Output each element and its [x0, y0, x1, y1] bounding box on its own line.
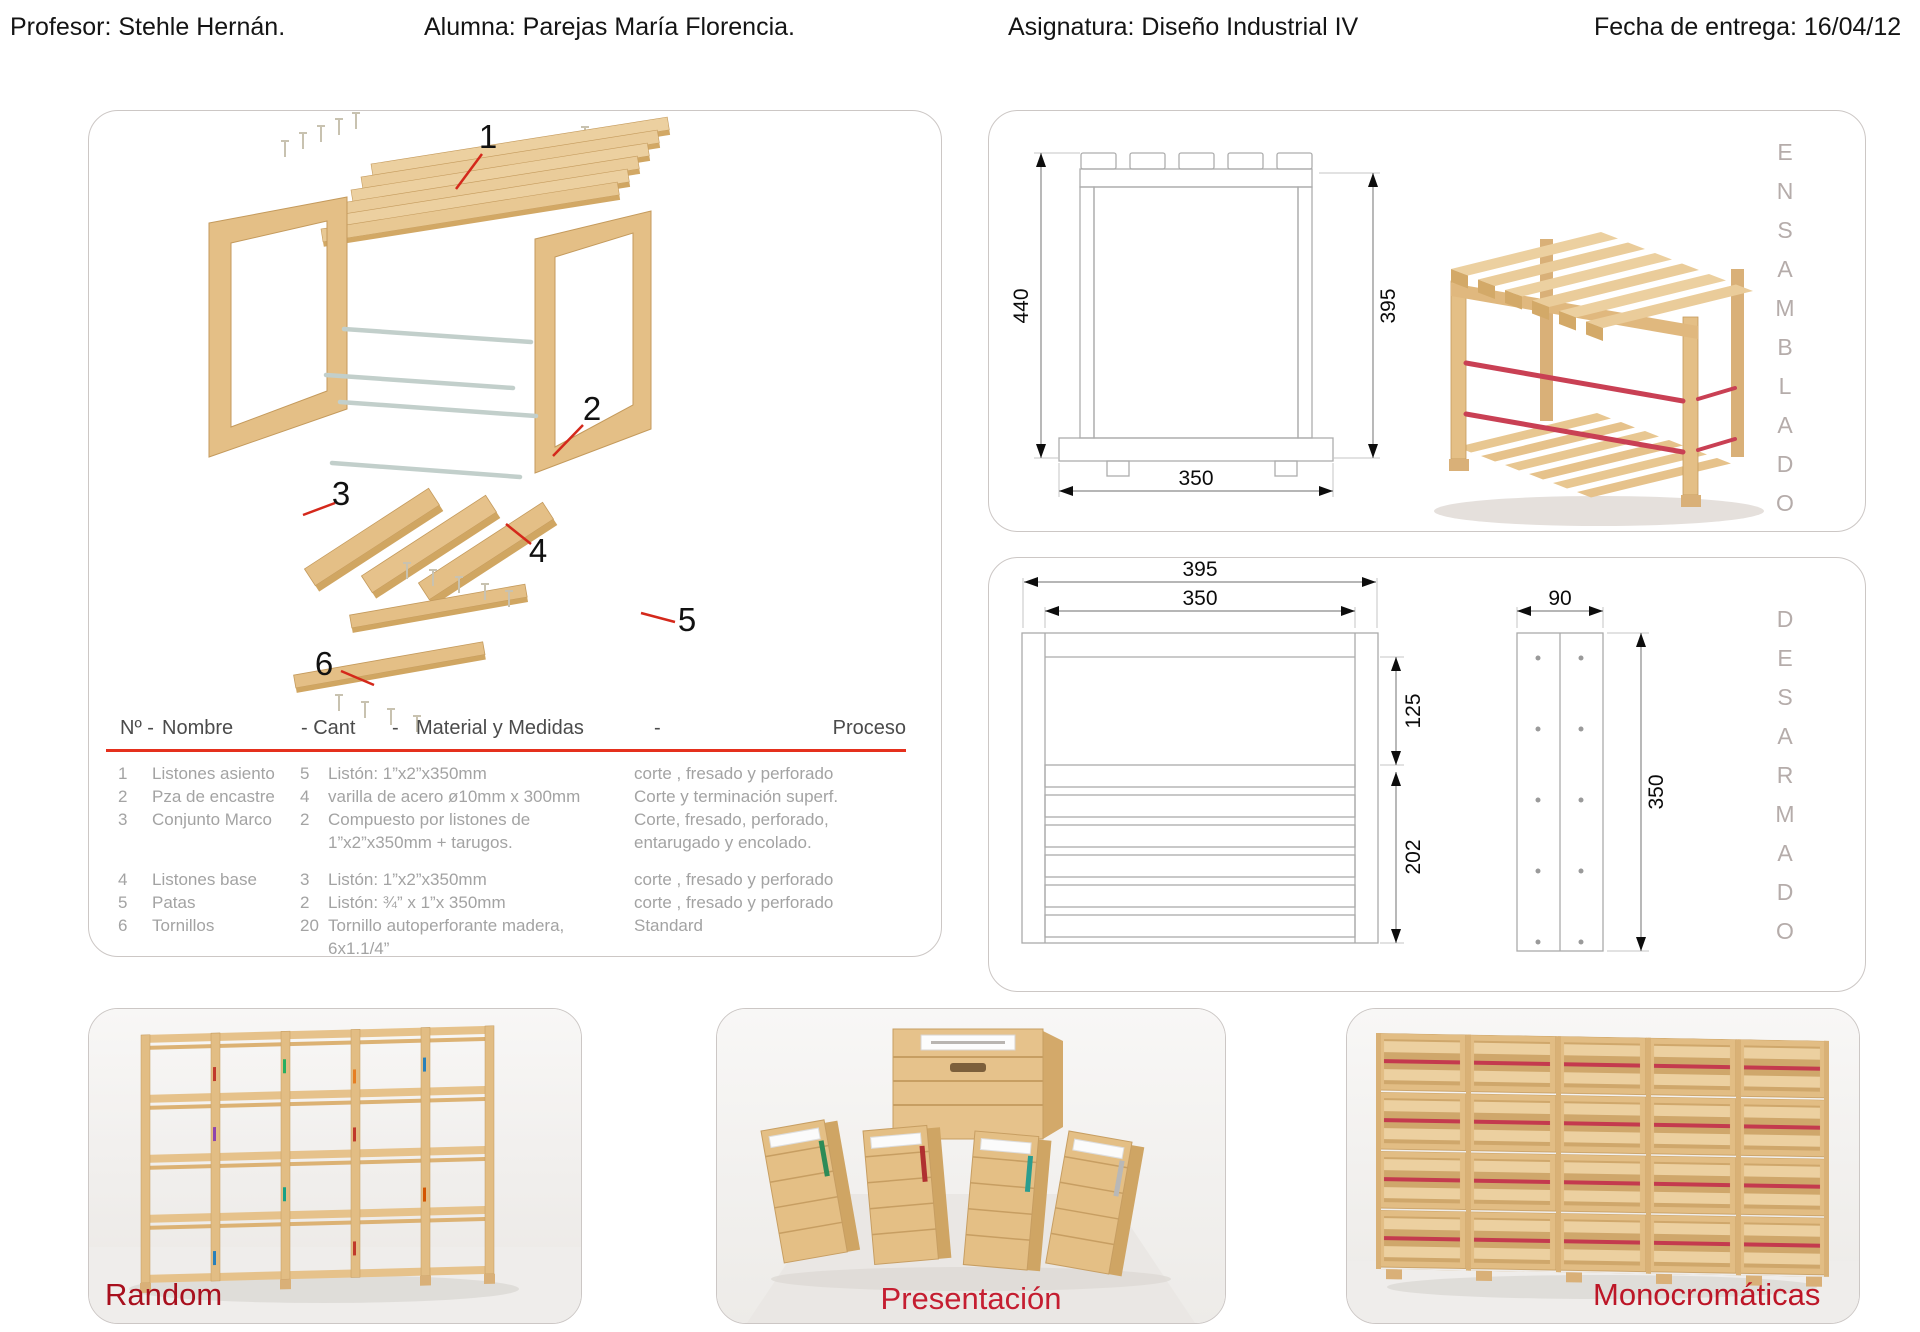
monocromaticas-panel — [1346, 1008, 1860, 1324]
extension-lines — [1034, 153, 1380, 497]
col-header-dash2: - — [654, 717, 661, 739]
cell-process: corte , fresado y perforado — [634, 764, 834, 783]
cell-process: Corte y terminación superf. — [634, 787, 839, 806]
cell-name: Pza de encastre — [152, 787, 275, 806]
dim-bottom-section: 202 — [1402, 839, 1425, 875]
cell-no: 5 — [118, 893, 128, 912]
presentacion-panel — [716, 1008, 1226, 1324]
col-header-no: Nº - — [120, 717, 154, 739]
cell-no: 3 — [118, 810, 128, 829]
dim-plank-height: 350 — [1645, 774, 1668, 810]
parts-table-header — [106, 715, 906, 747]
side-frame-right-icon — [535, 211, 651, 473]
table-row — [106, 914, 906, 957]
cell-no: 1 — [118, 764, 128, 783]
exploded-view-panel — [88, 110, 942, 957]
cell-process: Standard — [634, 916, 703, 935]
panel-title-ensamblado: ENSAMBLADO — [1772, 139, 1798, 529]
cell-material: Listón: 1”x2”x350mm — [328, 870, 487, 889]
part-callout-1: 1 — [478, 118, 498, 155]
ensamblado-panel — [988, 110, 1866, 532]
cell-cant: 2 — [300, 810, 310, 829]
dim-width: 350 — [1178, 467, 1214, 490]
desarmado-panel — [988, 557, 1866, 992]
assembled-elevation-drawing — [1059, 153, 1333, 476]
frame-front-view — [1022, 633, 1378, 943]
plank-drawing — [1517, 633, 1603, 951]
cell-cant: 3 — [300, 870, 310, 889]
cell-cant: 4 — [300, 787, 310, 806]
dim-frame-height: 395 — [1377, 288, 1400, 324]
table-row — [106, 868, 906, 891]
monocromaticas-render — [1347, 1009, 1859, 1323]
dimension-lines — [1041, 153, 1373, 491]
parts-table — [106, 715, 906, 957]
cell-process: corte , fresado y perforado — [634, 893, 834, 912]
table-row — [106, 785, 906, 808]
cell-name: Listones asiento — [152, 764, 275, 783]
cell-no: 6 — [118, 916, 128, 935]
top-crate — [893, 1029, 1063, 1139]
cell-cant: 2 — [300, 893, 310, 912]
dim-plank-width: 90 — [1548, 587, 1572, 610]
part-callout-3: 3 — [331, 475, 351, 512]
cell-process: corte , fresado y perforado — [634, 870, 834, 889]
part-callout-5: 5 — [677, 601, 697, 638]
part-callout-2: 2 — [582, 390, 602, 427]
assembled-drawing-and-render — [989, 111, 1865, 531]
random-label: Random — [105, 1277, 223, 1312]
random-render — [89, 1009, 581, 1323]
col-header-dash: - — [392, 717, 399, 739]
cell-name: Patas — [152, 893, 196, 912]
professor-text: Profesor: Stehle Hernán. — [10, 13, 286, 41]
monocromaticas-label: Monocromáticas — [1593, 1277, 1821, 1312]
cell-cant: 5 — [300, 764, 310, 783]
cell-material: Compuesto por listones de 1”x2”x350mm + tarugos. — [328, 810, 531, 852]
subject-text: Asignatura: Diseño Industrial IV — [1008, 13, 1359, 41]
dimension-arrows — [1036, 153, 1378, 496]
table-rule — [106, 749, 906, 752]
student-text: Alumna: Parejas María Florencia. — [424, 13, 795, 41]
col-header-process: Proceso — [832, 717, 906, 739]
cell-process: Corte, fresado, perforado, entarugado y encolado. — [634, 810, 829, 852]
cell-material: Tornillo autoperforante madera, 6x1.1/4” — [328, 916, 565, 957]
dim-top-section: 125 — [1402, 693, 1425, 729]
crate-wall — [1376, 1033, 1829, 1287]
col-header-material: Material y Medidas — [416, 717, 584, 739]
lid-slats — [1451, 232, 1753, 341]
cell-name: Tornillos — [152, 916, 215, 935]
dim-total-height: 440 — [1010, 288, 1033, 324]
dim-inner-width: 350 — [1182, 587, 1218, 610]
table-row — [106, 808, 906, 854]
presentacion-render — [717, 1009, 1225, 1323]
part-callout-6: 6 — [314, 645, 334, 682]
cell-name: Conjunto Marco — [152, 810, 273, 829]
presentacion-label: Presentación — [880, 1281, 1062, 1316]
table-row — [106, 762, 906, 785]
cell-no: 4 — [118, 870, 128, 889]
col-header-name: Nombre — [162, 717, 234, 739]
cell-name: Listones base — [152, 870, 257, 889]
disassembled-drawings — [989, 558, 1865, 991]
assembled-render — [1434, 232, 1764, 526]
delivery-date-text: Fecha de entrega: 16/04/12 — [1594, 13, 1902, 41]
leaning-crate — [863, 1124, 951, 1264]
dimension-lines — [1024, 582, 1641, 951]
panel-title-desarmado: DESARMADO — [1772, 606, 1798, 957]
part-callout-4: 4 — [528, 532, 548, 569]
cell-no: 2 — [118, 787, 128, 806]
cell-material: Listón: 1”x2”x350mm — [328, 764, 487, 783]
dim-outer-width: 395 — [1182, 558, 1218, 581]
cell-material: Listón: ¾” x 1”x 350mm — [328, 893, 506, 912]
steel-rods — [326, 329, 536, 477]
col-header-cant: - Cant — [301, 717, 356, 739]
cell-material: varilla de acero ø10mm x 300mm — [328, 787, 581, 806]
cell-cant: 20 — [300, 916, 319, 935]
table-row — [106, 891, 906, 914]
random-panel — [88, 1008, 582, 1324]
leaning-crate — [963, 1131, 1051, 1271]
